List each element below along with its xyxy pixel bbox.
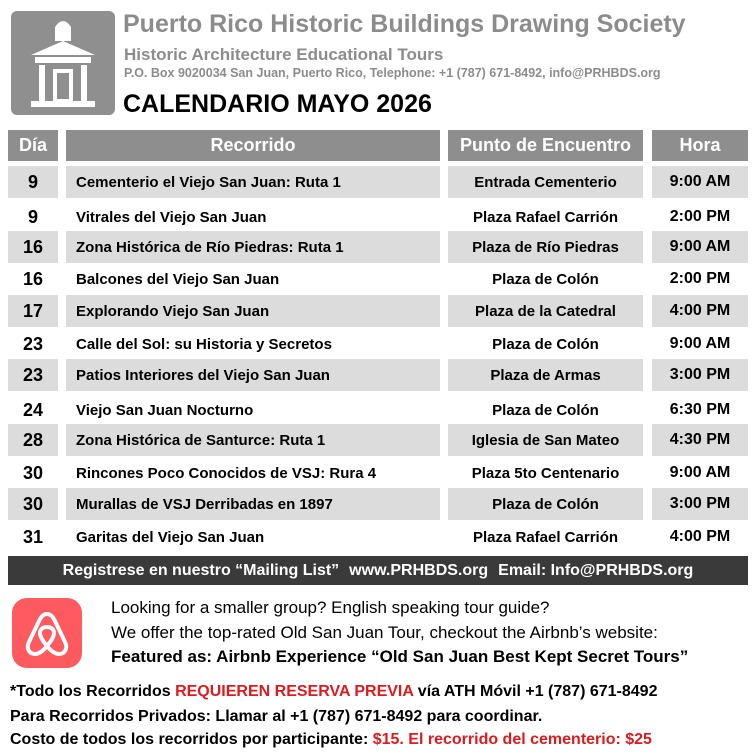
- row-tour: Calle del Sol: su Historia y Secretos: [76, 335, 332, 353]
- private-tours-note: Para Recorridos Privados: Llamar al +1 (787) 671-8492 para coordinar.: [10, 708, 543, 725]
- row-tour: Cementerio el Viejo San Juan: Ruta 1: [66, 166, 440, 198]
- calendar-title: CALENDARIO MAYO 2026: [123, 90, 432, 118]
- row-day: 9: [8, 166, 58, 198]
- airbnb-line-1: Looking for a smaller group? English speaking tour guide?: [111, 598, 550, 617]
- email-link[interactable]: Email: Info@PRHBDS.org: [498, 561, 694, 579]
- table-row: [8, 424, 748, 456]
- row-day: 16: [22, 268, 44, 289]
- cost-amount: $15. El recorrido del cementerio: $25: [372, 731, 652, 748]
- mailing-list-text: Registrese en nuestro “Mailing List”: [62, 561, 340, 579]
- airbnb-logo-icon: [12, 598, 82, 668]
- mailing-list-bar: [8, 556, 748, 585]
- column-header-recorrido: Recorrido: [66, 130, 440, 161]
- row-meeting-point: Plaza de Colón: [448, 488, 643, 520]
- row-day: 28: [8, 424, 58, 456]
- table-row: [8, 263, 748, 295]
- row-meeting-point: Plaza de la Catedral: [448, 295, 643, 327]
- row-day: 31: [22, 526, 44, 547]
- row-tour: Explorando Viejo San Juan: [66, 295, 440, 327]
- reservation-note: [10, 683, 657, 701]
- table-row: [8, 231, 748, 263]
- row-time: 9:00 AM: [652, 166, 748, 198]
- row-day: 23: [22, 333, 44, 354]
- org-title: Puerto Rico Historic Buildings Drawing Society: [123, 10, 686, 38]
- column-header-punto: Punto de Encuentro: [448, 130, 643, 161]
- reservation-note-pre: *Todo los Recorridos: [10, 683, 176, 700]
- row-tour: Garitas del Viejo San Juan: [76, 528, 265, 546]
- row-meeting-point: Plaza de Colón: [492, 335, 599, 353]
- row-time: 2:00 PM: [669, 270, 731, 287]
- table-row: [8, 359, 748, 391]
- building-icon: [11, 11, 115, 115]
- reservation-note-post: vía ATH Móvil +1 (787) 671-8492: [413, 683, 658, 700]
- row-tour: Murallas de VSJ Derribadas en 1897: [66, 488, 440, 520]
- row-time: 9:00 AM: [669, 335, 731, 352]
- row-day: 17: [8, 295, 58, 327]
- row-meeting-point: Plaza de Río Piedras: [448, 231, 643, 263]
- table-row: [8, 488, 748, 520]
- column-header-hora: Hora: [652, 130, 748, 161]
- row-tour: Zona Histórica de Santurce: Ruta 1: [66, 424, 440, 456]
- society-logo: [11, 11, 115, 115]
- column-header-dia: Día: [8, 130, 58, 161]
- row-meeting-point: Entrada Cementerio: [448, 166, 643, 198]
- row-tour: Zona Histórica de Río Piedras: Ruta 1: [66, 231, 440, 263]
- table-row: [8, 394, 748, 426]
- row-day: 9: [27, 206, 38, 227]
- table-row: [8, 295, 748, 327]
- row-day: 24: [22, 399, 44, 420]
- cost-note: [10, 731, 652, 749]
- table-row: [8, 166, 748, 198]
- website-link[interactable]: www.PRHBDS.org: [349, 561, 489, 579]
- table-row: [8, 328, 748, 360]
- row-tour: Rincones Poco Conocidos de VSJ: Rura 4: [76, 464, 377, 482]
- org-subtitle: Historic Architecture Educational Tours: [124, 45, 444, 64]
- row-time: 4:30 PM: [652, 424, 748, 456]
- table-row: [8, 201, 748, 233]
- table-row: [8, 521, 748, 553]
- row-time: 9:00 AM: [669, 464, 731, 481]
- cost-note-pre: Costo de todos los recorridos por participante:: [10, 731, 373, 748]
- row-time: 3:00 PM: [652, 488, 748, 520]
- row-time: 6:30 PM: [669, 401, 731, 418]
- row-time: 4:00 PM: [669, 528, 731, 545]
- row-meeting-point: Plaza de Colón: [492, 270, 599, 288]
- row-meeting-point: Plaza Rafael Carrión: [472, 528, 619, 546]
- row-tour: Viejo San Juan Nocturno: [76, 401, 254, 419]
- row-time: 2:00 PM: [669, 208, 731, 225]
- row-time: 9:00 AM: [652, 231, 748, 263]
- row-tour: Vitrales del Viejo San Juan: [76, 208, 267, 226]
- row-meeting-point: Plaza de Armas: [448, 359, 643, 391]
- row-tour: Balcones del Viejo San Juan: [76, 270, 280, 288]
- row-day: 30: [22, 462, 44, 483]
- row-day: 30: [8, 488, 58, 520]
- reservation-required: REQUIEREN RESERVA PREVIA: [175, 683, 414, 700]
- table-row: [8, 457, 748, 489]
- row-day: 23: [8, 359, 58, 391]
- airbnb-line-3: Featured as: Airbnb Experience “Old San Juan Best Kept Secret Tours”: [111, 647, 689, 666]
- row-meeting-point: Plaza Rafael Carrión: [472, 208, 619, 226]
- row-time: 3:00 PM: [652, 359, 748, 391]
- row-day: 16: [8, 231, 58, 263]
- org-address: P.O. Box 9020034 San Juan, Puerto Rico, Telephone: +1 (787) 671-8492, info@PRHBDS.org: [124, 66, 661, 80]
- row-meeting-point: Iglesia de San Mateo: [448, 424, 643, 456]
- row-time: 4:00 PM: [652, 295, 748, 327]
- airbnb-line-2: We offer the top-rated Old San Juan Tour, checkout the Airbnb’s website:: [111, 623, 658, 642]
- row-meeting-point: Plaza de Colón: [492, 401, 599, 419]
- row-tour: Patios Interiores del Viejo San Juan: [66, 359, 440, 391]
- row-meeting-point: Plaza 5to Centenario: [471, 464, 620, 482]
